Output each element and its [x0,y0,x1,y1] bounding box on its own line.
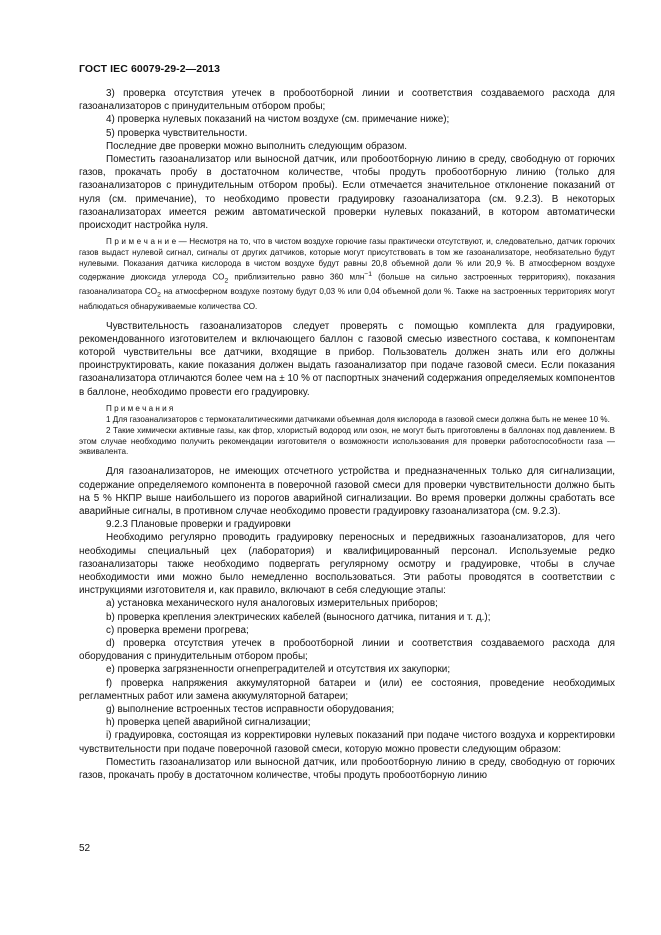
document-body [79,87,615,782]
paragraph: Поместить газоанализатор или выносной датчик, или пробоотборную линию в среду, свободную от горючих газов, прокачать пробу в достаточном количестве, чтобы продуть пробоотборную линию (только для газоанализаторов с принудительным отбором пробы). Если отмечается значительное отклонение показаний от нуля (см. примечание), то необходимо провести градуировку газоанализатора (см. 9.2.3). В некоторых газоанализаторах имеется режим автоматической проверки нулевых показаний, в котором автоматически происходит настройка нуля. [79,154,615,232]
paragraph: Для газоанализаторов, не имеющих отсчетного устройства и предназначенных только для сигнализации, содержание определяемого компонента в поверочной газовой смеси для проверки чувствительности должно быть на 5 % НКПР выше наибольшего из порогов аварийной сигнализации. Во время проверки должны сработать все аварийные сигналы, в противном случае необходимо провести градуировку газоанализатора (см. 9.2.3). [79,466,615,517]
list-item: c) проверка времени прогрева; [106,624,249,636]
standard-header: ГОСТ IEC 60079-29-2—2013 [79,63,221,75]
paragraph: Необходимо регулярно проводить градуировку переносных и передвижных газоанализаторов, для чего необходимы специальный цех (лаборатория) и квалифицированный персонал. Используемые редко газоанализаторы также необходимо подвергать регулярному осмотру и градуировке, чтобы в случае необходимости ими можно было немедленно воспользоваться. Эти работы проводятся в соответствии с инструкциями изготовителя и, как правило, включают в себя следующие этапы: [79,532,615,597]
list-item: f) проверка напряжения аккумуляторной батареи и (или) ее состояния, проведение необходимых регламентных работ или замена аккумуляторной батареи; [79,677,615,702]
section-title: 9.2.3 Плановые проверки и градуировки [106,519,291,531]
list-item: i) градуировка, состоящая из корректировки нулевых показаний при подаче чистого воздуха и корректировки чувствительности при подаче поверочной газовой смеси, которую можно провести следующим образом: [79,730,615,755]
page-number: 52 [79,843,91,854]
list-item: a) установка механического нуля аналоговых измерительных приборов; [106,598,438,610]
list-item: 3) проверка отсутствия утечек в пробоотборной линии и соответствия создаваемого расхода для газоанализаторов с принудительным отбором пробы; [79,88,615,113]
note-item: 2 Такие химически активные газы, как фтор, хлористый водород или озон, не могут быть приготовлены в баллонах под давлением. В этом случае необходимо получить рекомендации изготовителя о возможности использования для проверки работоспособности газа — эквивалента. [79,425,615,457]
list-item: g) выполнение встроенных тестов исправности оборудования; [106,703,395,715]
list-item: b) проверка крепления электрических кабелей (выносного датчика, питания и т. д.); [106,611,491,623]
notes-label: П р и м е ч а н и я [106,403,174,413]
paragraph: Поместить газоанализатор или выносной датчик, или пробоотборную линию в среду, свободную от горючих газов, прокачать пробу в достаточном количестве, чтобы продуть пробоотборную линию [79,756,615,781]
list-item: e) проверка загрязненности огнепреградителей и отсутствия их закупорки; [106,664,451,676]
paragraph: Чувствительность газоанализаторов следует проверять с помощью комплекта для градуировки, рекомендованного изготовителем и включающего баллон с газовой смесью известного состава, к компонентам которой чувствительны все датчики, входящие в прибор. Пользователь должен знать или его должны проинструктировать, какие показания должен выдать газоанализатор при подаче газовой смеси. Если показания газоанализатора отличаются более чем на ± 10 % от паспортных значений содержания определяемых компонентов в баллоне, необходимо провести его градуировку. [79,320,615,398]
paragraph: Последние две проверки можно выполнить следующим образом. [106,140,407,152]
note-item: 1 Для газоанализаторов с термокаталитическими датчиками объемная доля кислорода в газовой смеси должна быть не менее 10 %. [106,414,610,424]
note-paragraph: П р и м е ч а н и е — Несмотря на то, что в чистом воздухе горючие газы практически отсутствуют, и, следовательно, датчик горючих газов выдаст нулевой сигнал, сигналы от других датчиков, которые могут присутствовать в том же газоанализаторе, необязательно будут нулевыми. Показания датчика кислорода в чистом воздухе будут равны 20,8 объемной доли % или 20,9 %. В атмосферном воздухе содержание диоксида углерода $CO_2$ приблизительно равно 360 млн$^{-1}$ (больше на сильно застроенных территориях), показания газоанализатора $CO_2$ на атмосферном воздухе поэтому будут 0,03 % или 0,04 объемной доли %. Также на застроенных территориях могут наблюдаться обнаруживаемые количества СО. [79,237,615,311]
list-item: 4) проверка нулевых показаний на чистом воздухе (см. примечание ниже); [106,114,450,126]
list-item: 5) проверка чувствительности. [106,127,248,139]
note-label: П р и м е ч а н и е [106,237,177,247]
list-item: h) проверка цепей аварийной сигнализации; [106,717,311,729]
list-item: d) проверка отсутствия утечек в пробоотборной линии и соответствия создаваемого расхода для оборудования с принудительным отбором пробы; [79,637,615,663]
